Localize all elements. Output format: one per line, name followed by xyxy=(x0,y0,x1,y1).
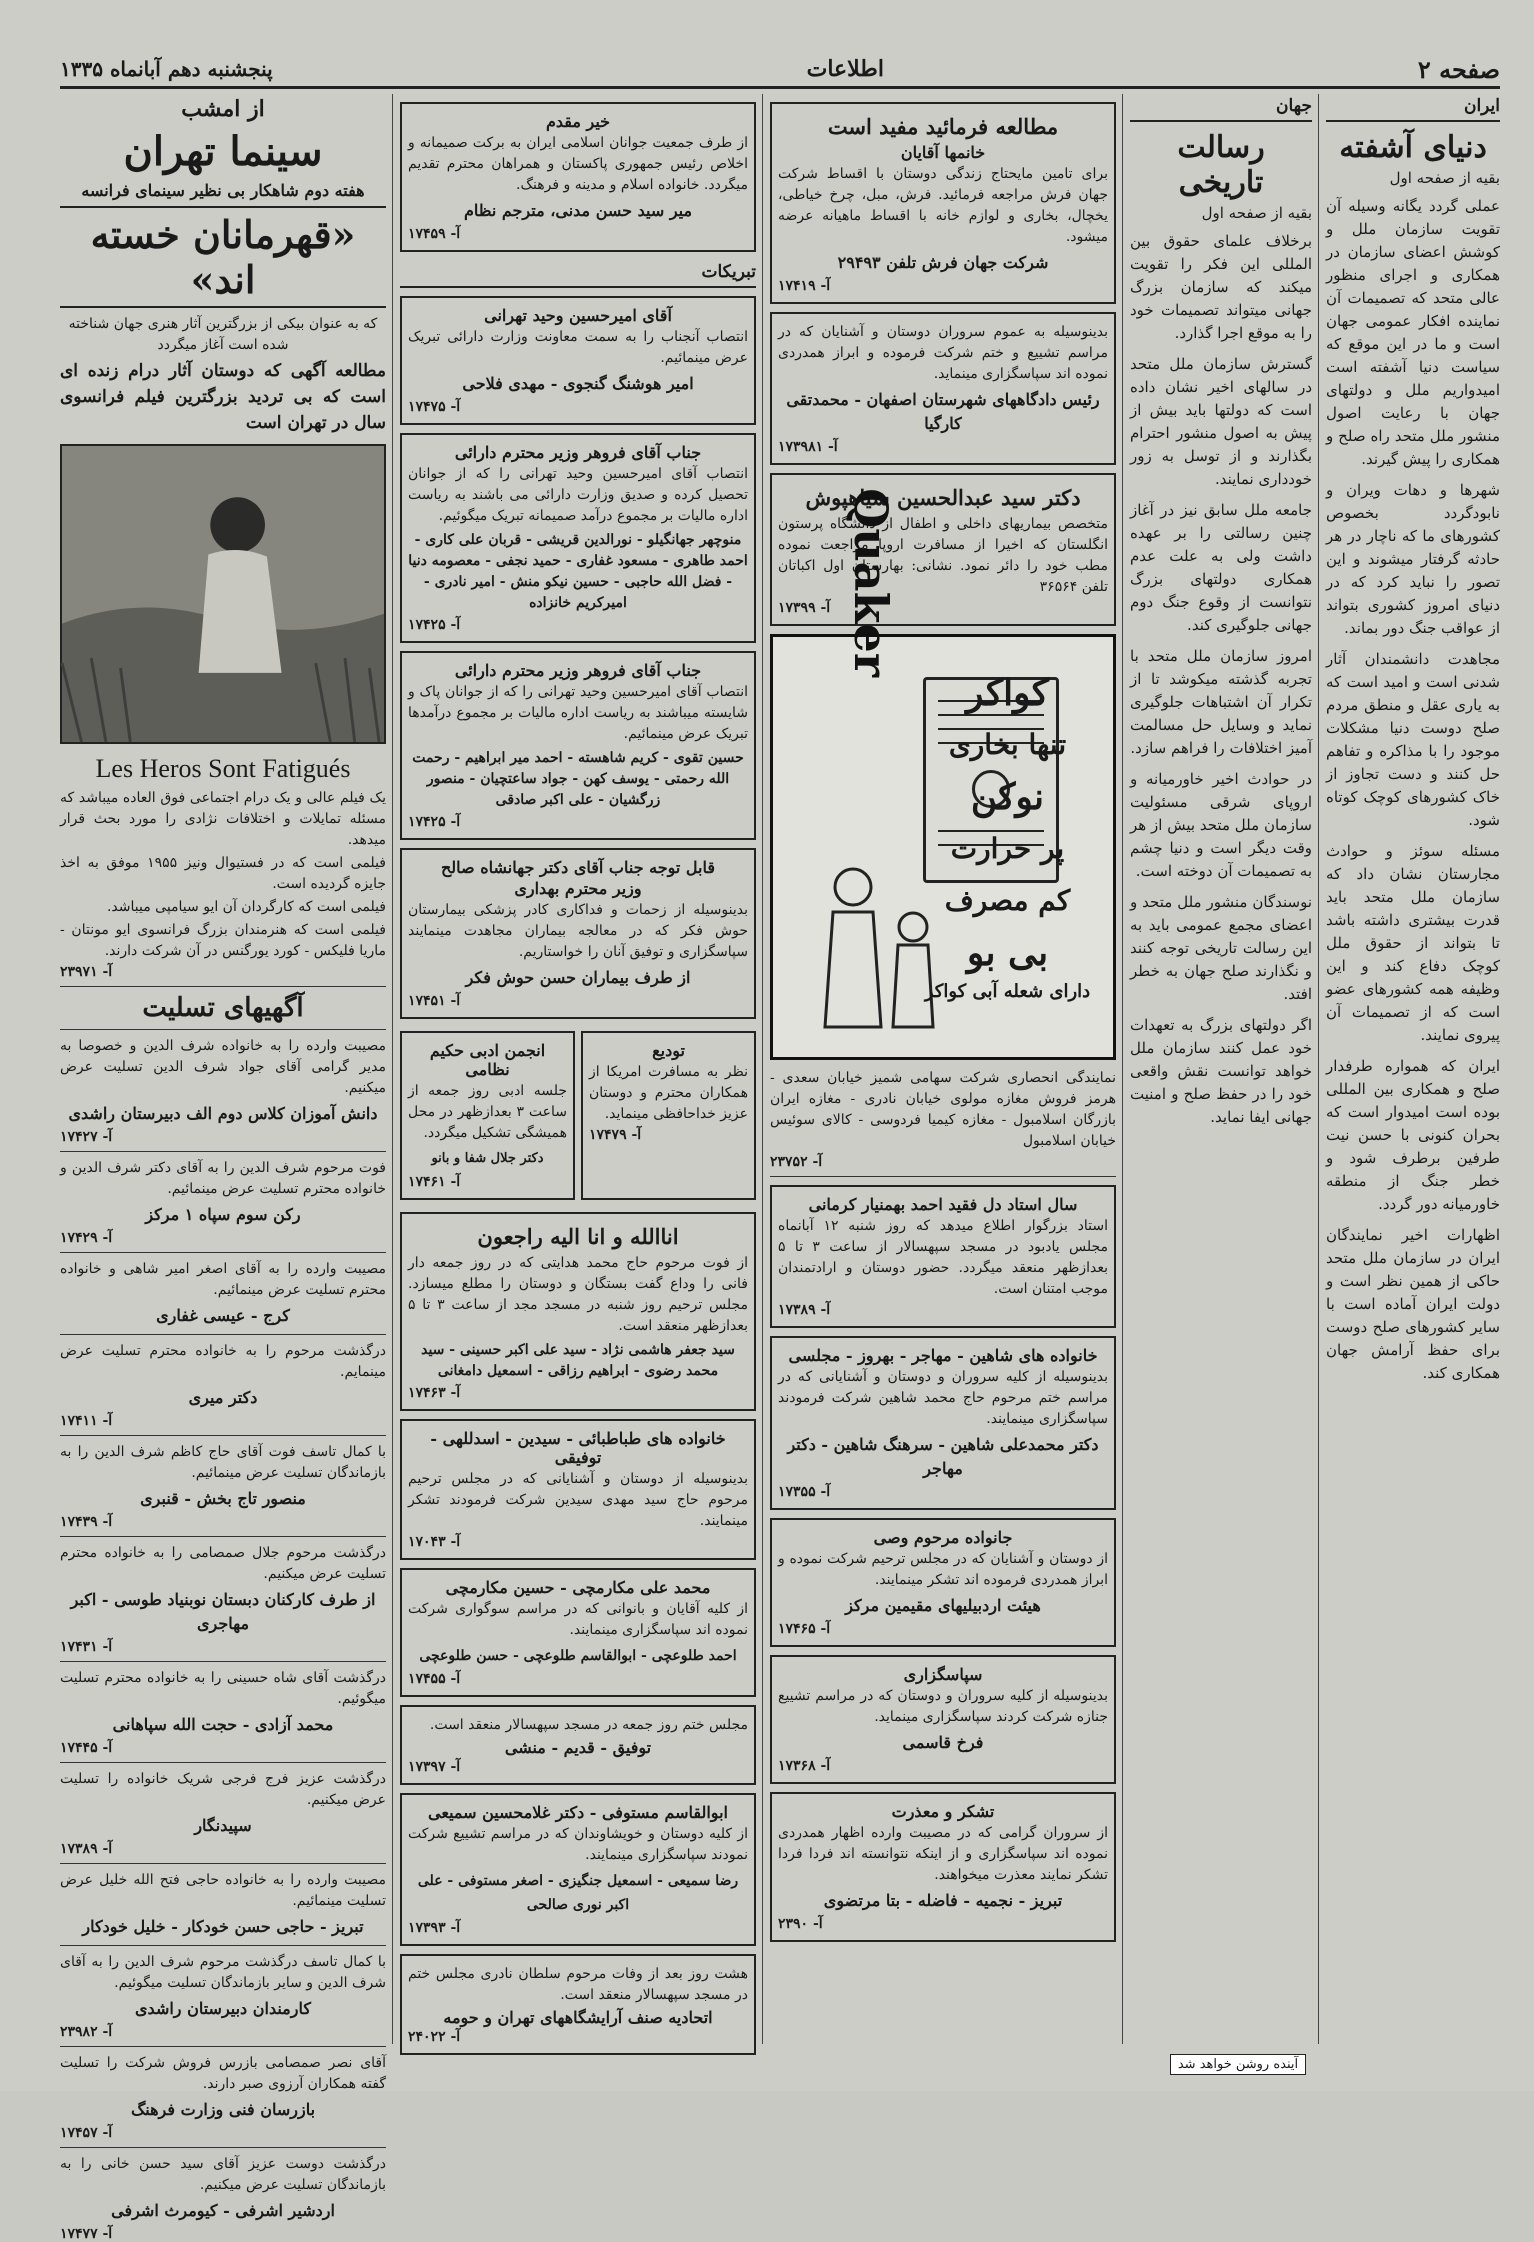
condolence-text: مصیبت وارده را به آقای اصغر امیر شاهی و خانواده محترم تسلیت عرض مینمائیم. xyxy=(60,1261,386,1298)
article-paragraph: شهرها و دهات ویران و نابودگردد بخصوص کشورهای ما که ناچار در هر حادثه گرفتار میشوند و این تصور را نباید کرد که در دنیای امروز کشوری بتواند از عواقب جنگ دور بماند. xyxy=(1326,481,1500,637)
congrats-item xyxy=(400,651,756,840)
welcome-text: از طرف جمعیت جوانان اسلامی ایران به برکت صمیمانه و اخلاص رئیس جمهوری پاکستان و همراهان محترم تقدیم میگردد. خانواده اسلام و مدینه و فرهنگ. xyxy=(408,135,748,193)
farewell-notice xyxy=(581,1031,756,1200)
family-title: تشکر و معذرت xyxy=(891,1802,995,1821)
section-tag-iran: ایران xyxy=(1326,94,1500,122)
farewell-code: آ- ۱۷۴۷۹ xyxy=(589,1127,642,1143)
article-byline: بقیه از صفحه اول xyxy=(1389,169,1500,187)
condolence-code: آ- ۱۷۳۸۹ xyxy=(60,1841,113,1857)
condolence-item xyxy=(60,1668,386,1756)
cinema-code: آ- ۲۳۹۷۱ xyxy=(60,964,113,980)
section-tag-congrats: تبریکات xyxy=(400,260,756,288)
film-note: یک فیلم عالی و یک درام اجتماعی فوق العاده میباشد که مسئله تمایلات و اختلافات نژادی را مورد بحث قرار میدهد. xyxy=(60,790,386,848)
article-paragraph: ایران که همواره طرفدار صلح و همکاری بین المللی بوده است امیدوار است که بحران کنونی با حسن نیت طرفین برطرف شود و خطر جنگ از منطقه خاورمیانه دور گردد. xyxy=(1326,1057,1500,1213)
film-french-title: Les Heros Sont Fatigués xyxy=(95,754,351,783)
congrats-code: آ- ۱۷۴۲۵ xyxy=(408,814,461,830)
doctor-name: دکتر سید عبدالحسین سیاهپوش xyxy=(805,485,1081,510)
congrats-code: آ- ۱۷۴۵۱ xyxy=(408,993,461,1009)
article-paragraph: گسترش سازمان ملل متحد در سالهای اخیر نشان داده است که دولتها باید بیش از پیش به اصول منشور احترام بگذارند و از توسل به زور خودداری نمایند. xyxy=(1130,355,1312,488)
column-rule xyxy=(392,94,393,2044)
condolence-names: بازرسان فنی وزارت فرهنگ xyxy=(130,2100,316,2119)
quaker-line: پر حرارت xyxy=(950,832,1065,865)
condolence-text: مصیبت وارده را به خانواده حاجی فتح الله خلیل عرض تسلیت مینمائیم. xyxy=(60,1872,386,1909)
film-title: «قهرمانان خسته اند» xyxy=(60,206,386,308)
quaker-code: آ- ۲۳۷۵۲ xyxy=(770,1154,823,1170)
notice-title: ابوالقاسم مستوفی - دکتر غلامحسین سمیعی xyxy=(428,1803,728,1822)
family-notice xyxy=(400,1793,756,1946)
condolence-text: آقای نصر صمصامی بازرس فروش شرکت را تسلیت گفته همکاران آرزوی صبر دارند. xyxy=(60,2055,386,2092)
quaker-line: کواکر xyxy=(966,672,1049,714)
congrats-title: قابل توجه جناب آقای دکتر جهانشاه صالح xyxy=(440,858,716,877)
notice-code: آ- ۱۷۰۴۳ xyxy=(408,1534,461,1550)
congrats-item xyxy=(400,848,756,1019)
condolence-code: آ- ۱۷۴۳۹ xyxy=(60,1514,113,1530)
condolence-names: کرج - عیسی غفاری xyxy=(156,1306,290,1325)
notice-family xyxy=(770,1792,1116,1942)
ad-jahan-farsh xyxy=(770,102,1116,304)
condolence-names: دانش آموزان کلاس دوم الف دبیرستان راشدی xyxy=(68,1104,378,1123)
family-code: آ- ۱۷۳۵۵ xyxy=(778,1484,831,1500)
welcome-names: میر سید حسن مدنی، مترجم نظام xyxy=(463,201,693,220)
ad-doctor xyxy=(770,473,1116,626)
ad-text: برای تامین مایحتاج زندگی دوستان با اقساط شرکت جهان فرش مراجعه فرمائید. فرش، مبل، چرخ خیاطی، یخچال، بخاری و لوازم خانه با اقساط ماهیانه عرضه میشود. xyxy=(778,166,1108,245)
article-headline: دنیای آشفته xyxy=(1339,130,1487,165)
quaker-line: بی بو xyxy=(966,932,1049,974)
family-code: آ- ۲۳۹۰ xyxy=(778,1916,823,1932)
condolence-code: آ- ۱۷۴۴۵ xyxy=(60,1740,113,1756)
film-intro: که به عنوان بیکی از بزرگترین آثار هنری جهان شناخته شده است آغاز میگردد xyxy=(68,316,378,353)
condolence-text: با کمال تاسف درگذشت مرحوم شرف الدین را به آقای شرف الدین و سایر بازماندگان تسلیت میگوئیم. xyxy=(60,1954,386,1991)
condolence-item xyxy=(60,1036,386,1145)
notice-signature: رئیس دادگاههای شهرستان اصفهان - محمدتقی کارگیا xyxy=(786,390,1100,433)
column-rule xyxy=(1318,94,1319,2044)
notice-text: بدینوسیله از دوستان و آشنایانی که در مجلس ترحیم مرحوم حاج سید مهدی سیدین شرکت فرمودند تشکر مینمایند. xyxy=(408,1471,748,1529)
notice-names: رضا سمیعی - اسمعیل جنگیزی - اصغر مستوفی - علی اکبر نوری صالحی xyxy=(417,1873,739,1913)
notice-text: بدینوسیله به عموم سروران دوستان و آشنایان که در مراسم تشییع و ختم شرکت فرموده و ابراز همدردی نموده اند سپاسگزاری مینماید. xyxy=(778,324,1108,382)
condolence-item xyxy=(60,2053,386,2141)
notice-pair xyxy=(400,1027,756,1204)
family-text: بدینوسیله از کلیه سروران و دوستان که در مراسم تشییع جنازه شرکت کردند سپاسگزاری مینماید. xyxy=(778,1688,1108,1725)
notice-title: توفیق - قدیم - منشی xyxy=(504,1738,652,1757)
notice-title: محمد علی مکارمچی - حسین مکارمچی xyxy=(445,1578,711,1597)
film-promo: مطالعه آگهی که دوستان آثار درام زنده ای است که بی تردید بزرگترین فیلم فرانسوی سال در تهران است xyxy=(60,361,386,433)
mourning-names: سید جعفر هاشمی نژاد - سید علی اکبر حسینی - سید محمد رضوی - ابراهیم رزاقی - اسمعیل دامغانی xyxy=(421,1342,735,1379)
notice-text: از کلیه آقایان و بانوانی که در مراسم سوگواری شرکت نموده اند سپاسگزاری مینمایند. xyxy=(408,1601,748,1638)
family-notice xyxy=(400,1705,756,1785)
notice-anniversary xyxy=(770,1185,1116,1328)
condolence-code: آ- ۱۷۴۳۱ xyxy=(60,1639,113,1655)
article-paragraph: در حوادث اخیر خاورمیانه و اروپای شرقی مسئولیت سازمان ملل متحد بیش از هر وقت دیگر است و دنیا چشم به تصمیمات آن دوخته است. xyxy=(1130,770,1312,880)
notice-text: مجلس ختم روز جمعه در مسجد سپهسالار منعقد است. xyxy=(429,1717,748,1733)
page-number: صفحه ۲ xyxy=(1417,54,1500,84)
quaker-slogan xyxy=(920,667,1095,1005)
family-names: هیئت اردبیلیهای مقیمین مرکز xyxy=(845,1596,1041,1615)
column-congrats xyxy=(396,94,760,2044)
family-text: بدینوسیله از کلیه سروران و دوستان و آشنایانی که در مراسم ختم مرحوم حاج محمد شاهین شرکت فرمودند سپاسگزاری مینمایند. xyxy=(778,1369,1108,1427)
family-notice xyxy=(400,1954,756,2055)
congrats-names: حسین تقوی - کریم شاهسته - احمد میر ابراهیم - رحمت الله رحمتی - یوسف کهن - جواد ساعتچیان - منصور زرگشیان - علی اکبر صادقی xyxy=(412,750,744,808)
condolence-text: درگذشت مرحوم را به خانواده محترم تسلیت عرض مینمایم. xyxy=(60,1343,386,1380)
family-code: آ- ۱۷۳۶۸ xyxy=(778,1758,831,1774)
section-tag-world: جهان xyxy=(1130,94,1312,122)
quaker-brand-text: Quaker xyxy=(844,488,898,677)
actress-image xyxy=(62,446,384,742)
condolence-code: آ- ۱۷۴۲۹ xyxy=(60,1230,113,1246)
condolence-names: منصور تاج بخش - قنبری xyxy=(140,1489,306,1508)
film-photo xyxy=(60,444,386,744)
condolence-names: رکن سوم سپاه ۱ مرکز xyxy=(145,1205,301,1224)
anniversary-title: سال استاد دل فقید احمد بهمنیار کرمانی xyxy=(808,1195,1078,1214)
congrats-text: انتصاب آقای امیرحسین وحید تهرانی را که از جوانان پاک و شایسته میباشند به ریاست اداره مالیات بر مجموع درآمدها تبریک عرض مینمائیم. xyxy=(408,684,748,742)
condolence-text: درگذشت آقای شاه حسینی را به خانواده محترم تسلیت میگوئیم. xyxy=(60,1670,386,1707)
condolence-text: درگذشت دوست عزیز آقای سید حسن خانی را به بازماندگان تسلیت عرض میکنیم. xyxy=(60,2156,386,2193)
film-note: فیلمی است که کارگردان آن ایو سیامپی میباشد. xyxy=(106,899,386,915)
doctor-code: آ- ۱۷۳۹۹ xyxy=(778,600,831,616)
notice-kargia xyxy=(770,312,1116,465)
notice-names: احمد طلوعچی - ابوالقاسم طلوعچی - حسن طلوعچی xyxy=(419,1648,737,1664)
issue-date: پنجشنبه دهم آبانماه ۱۳۳۵ xyxy=(60,57,273,81)
notice-code: آ- ۱۷۴۵۵ xyxy=(408,1671,461,1687)
society-title: انجمن ادبی حکیم نظامی xyxy=(429,1041,546,1079)
article-paragraph: امروز سازمان ملل متحد با تجربه گذشته میکوشد تا از تکرار آن اشتباهات جلوگیری نماید و وسایل حل مسالمت آمیز اختلافات را فراهم سازد. xyxy=(1130,647,1312,757)
congrats-title: آقای امیرحسین وحید تهرانی xyxy=(484,306,672,325)
family-names: تبریز - نجمیه - فاضله - بتا مرتضوی xyxy=(823,1891,1063,1910)
family-names: دکتر محمدعلی شاهین - سرهنگ شاهین - دکتر مهاجر xyxy=(787,1435,1099,1478)
condolence-text: مصیبت وارده را به خانواده شرف الدین و خصوصا به مدیر گرامی آقای جواد شرف الدین تسلیت عرض میکنیم. xyxy=(60,1038,386,1096)
congrats-text: انتصاب آنجناب را به سمت معاونت وزارت دارائی تبریک عرض مینمائیم. xyxy=(408,329,748,366)
quaker-line: دارای شعله آبی کواکر xyxy=(924,981,1091,1002)
column-rule xyxy=(762,94,763,2044)
cinema-week: هفته دوم شاهکار بی نظیر سینمای فرانسه xyxy=(81,181,365,200)
condolence-names: سپیدنگار xyxy=(194,1816,252,1835)
society-names: دکتر جلال شفا و بانو xyxy=(431,1151,544,1166)
condolence-item xyxy=(60,1341,386,1429)
notice-family xyxy=(770,1336,1116,1510)
family-title: سپاسگزاری xyxy=(903,1665,983,1684)
newspaper-name: اطلاعات xyxy=(806,56,884,82)
condolence-code: آ- ۱۷۴۱۱ xyxy=(60,1413,113,1429)
notice-text: از کلیه دوستان و خویشاوندان که در مراسم تشییع شرکت نمودند سپاسگزاری مینمایند. xyxy=(408,1826,748,1863)
mourning-text: از فوت مرحوم حاج محمد هدایتی که در روز جمعه دار فانی را وداع گفت بستگان و دوستان را مطلع میسازد. مجلس ترحیم روز شنبه در مسجد مجد از ساعت ۳ تا ۵ بعدازظهر منعقد است. xyxy=(408,1255,749,1334)
column-world xyxy=(1126,94,1316,2044)
family-notice xyxy=(400,1568,756,1697)
condolence-text: فوت مرحوم شرف الدین را به آقای دکتر شرف الدین و خانواده محترم تسلیت عرض مینمائیم. xyxy=(60,1160,386,1197)
family-text: از دوستان و آشنایان که در مجلس ترحیم شرکت نموده و ابراز همدردی فرموده اند تشکر مینمایند. xyxy=(778,1551,1108,1588)
article-paragraph: نوسندگان منشور ملل متحد و اعضای مجمع عمومی باید به این رسالت تاریخی توجه کنند و نگذارند صلح جهان به خطر افتد. xyxy=(1130,893,1312,1003)
condolence-text: درگذشت مرحوم جلال صمصامی را به خانواده محترم تسلیت عرض میکنیم. xyxy=(60,1545,386,1582)
condolence-names: اردشیر اشرفی - کیومرث اشرفی xyxy=(111,2201,335,2220)
cinema-tonight: از امشب xyxy=(181,96,265,122)
ad-signature: شرکت جهان فرش تلفن ۲۹۴۹۳ xyxy=(837,253,1049,272)
society-notice xyxy=(400,1031,575,1200)
condolence-item xyxy=(60,1952,386,2040)
condolence-names: محمد آزادی - حجت الله سپاهانی xyxy=(112,1715,334,1734)
quaker-line: تنها بخاری xyxy=(948,728,1067,761)
notice-text: هشت روز بعد از وفات مرحوم سلطان نادری مجلس ختم در مسجد سپهسالار منعقد است. xyxy=(408,1966,748,2003)
article-byline: بقیه از صفحه اول xyxy=(1201,204,1312,222)
condolence-names: از طرف کارکنان دبستان نوبنیاد طوسی - اکبر مهاجری xyxy=(70,1590,376,1633)
article-paragraph: مجاهدت دانشمندان آثار شدنی است و امید است که به یاری عقل و منطق مردم صلح دوست دنیا مشکلات موجود را با مذاکره و تفاهم حل کنند و دست تجاوز از خاک کشورهای کوچک کوتاه شود. xyxy=(1326,650,1500,829)
notice-code: آ- ۲۴۰۲۲ xyxy=(408,2029,461,2045)
family-names: فرخ قاسمی xyxy=(902,1733,984,1752)
condolence-code: آ- ۲۳۹۸۲ xyxy=(60,2024,113,2040)
doctor-text: متخصص بیماریهای داخلی و اطفال از دانشگاه پرستون انگلستان که اخیرا از مسافرت اروپا مراجعت نموده مطب خود را دائر نمود. نشانی: بهارستان اول اکباتان تلفن ۳۶۵۶۴ xyxy=(778,516,1108,595)
cinema-name: سینما تهران xyxy=(123,128,323,175)
notice-code: آ- ۱۷۳۹۷ xyxy=(408,1759,461,1775)
article-paragraph: برخلاف علمای حقوق بین المللی این فکر را تقویت میکند که سازمان بزرگ جهانی میتواند تصمیمات خود را به موقع اجرا گذارد. xyxy=(1130,232,1312,342)
family-title: خانواده های شاهین - مهاجر - بهروز - مجلسی xyxy=(788,1346,1098,1365)
condolence-names: کارمندان دبیرستان راشدی xyxy=(135,1999,311,2018)
column-iran xyxy=(1322,94,1504,2044)
column-ads-center xyxy=(766,94,1120,2044)
condolence-code: آ- ۱۷۴۲۷ xyxy=(60,1129,113,1145)
family-code: آ- ۱۷۴۶۵ xyxy=(778,1621,831,1637)
condolence-code: آ- ۱۷۴۷۷ xyxy=(60,2226,113,2242)
congrats-text: بدینوسیله از زحمات و فداکاری کادر پزشکی بیمارستان حوش فکر که در معالجه بیماران مجاهدت مینمایند سپاسگزاری و توفیق آنان را خواستاریم. xyxy=(408,902,748,960)
article-paragraph: اظهارات اخیر نمایندگان ایران در سازمان ملل متحد حاکی از همین نظر است و دولت ایران آماده است با سایر کشورهای صلح دوست برای حفظ آرامش جهان همکاری کند. xyxy=(1326,1226,1500,1382)
congrats-title: جناب آقای فروهر وزیر محترم دارائی xyxy=(454,661,702,680)
continuation-note: آینده روشن خواهد شد xyxy=(1170,2054,1306,2075)
anniversary-code: آ- ۱۷۳۸۹ xyxy=(778,1302,831,1318)
quaker-line: نوکن xyxy=(970,776,1045,818)
congrats-subtitle: وزیر محترم بهداری xyxy=(514,879,642,898)
quaker-dealers: نمایندگی انحصاری شرکت سهامی شمیز خیابان سعدی - هرمز فروش مغازه مولوی خیابان نادری - مغازه ایران بازرگان اسلامبول - مغازه کیمیا فردوسی - کالای سوئیس خیابان اسلامبول xyxy=(770,1070,1116,1149)
quaker-line: کم مصرف xyxy=(944,884,1071,917)
condolence-item xyxy=(60,1442,386,1530)
notice-code: آ- ۱۷۳۹۳ xyxy=(408,1920,461,1936)
society-code: آ- ۱۷۴۶۱ xyxy=(408,1174,461,1190)
condolence-text: درگذشت عزیز فرج فرجی شریک خانواده را تسلیت عرض میکنیم. xyxy=(60,1771,386,1808)
notice-title: خانواده های طباطبائی - سیدین - اسدللهی - توفیقی xyxy=(430,1429,726,1467)
family-title: جانواده مرحوم وصی xyxy=(873,1528,1013,1547)
welcome-code: آ- ۱۷۴۵۹ xyxy=(408,226,461,242)
article-headline: رسالت تاریخی xyxy=(1177,130,1265,200)
notice-family xyxy=(770,1518,1116,1647)
film-note: فیلمی است که هنرمندان بزرگ فرانسوی ایو مونتان - ماریا فلیکس - کورد یورگنس در آن شرکت دارند. xyxy=(60,922,386,959)
notice-code: آ- ۱۷۳۹۸۱ xyxy=(778,439,838,455)
farewell-text: نظر به مسافرت امریکا از همکاران محترم و دوستان عزیز خداحافظی مینماید. xyxy=(589,1064,748,1122)
notice-title: اتحادیه صنف آرایشگاههای تهران و حومه xyxy=(443,2008,713,2027)
congrats-code: آ- ۱۷۴۲۵ xyxy=(408,617,461,633)
congrats-item xyxy=(400,433,756,643)
condolence-text: با کمال تاسف فوت آقای حاج کاظم شرف الدین را به بازماندگان تسلیت عرض مینمائیم. xyxy=(60,1444,386,1481)
welcome-title: خیر مقدم xyxy=(545,112,611,131)
condolence-item xyxy=(60,1870,386,1939)
column-cinema xyxy=(56,94,390,2242)
article-paragraph: عملی گردد یگانه وسیله آن تقویت سازمان ملل و کوشش اعضای سازمان در همکاری و اجرای منظور عالی متحد که تصمیمات آن نماینده افکار عمومی جهان است و ما در این موقع که سیاست دنیا آشفته است امیدواریم ملل و دولتهای جهان با رعایت اصول منشور ملل متحد راه صلح و همکاری را پیش گیرند. xyxy=(1326,197,1500,468)
column-rule xyxy=(1122,94,1123,2044)
condolence-item xyxy=(60,1158,386,1246)
ad-subtitle: خانمها آقایان xyxy=(900,143,986,162)
ad-title: مطالعه فرمائید مفید است xyxy=(827,114,1059,139)
family-notice xyxy=(400,1419,756,1560)
condolence-item xyxy=(60,1543,386,1655)
mourning-notice xyxy=(400,1212,756,1411)
article-paragraph: مسئله سوئز و حوادث مجارستان نشان داد که سازمان ملل متحد باید قدرت بیشتری داشته باشد تا بتواند از حقوق ملل کوچک دفاع کند و این وظیفه همه کشورهای عضو است که از تصمیمات آن پیروی نمایند. xyxy=(1326,842,1500,1044)
mourning-title: اناالله و انا الیه راجعون xyxy=(477,1224,679,1249)
condolence-item xyxy=(60,1769,386,1857)
article-paragraph: جامعه ملل سابق نیز در آغاز چنین رسالتی را بر عهده داشت ولی به علت عدم همکاری دولتهای بزرگ نتوانست از وقوع جنگ دوم جهانی جلوگیری کند. xyxy=(1130,501,1312,634)
congrats-item xyxy=(400,296,756,425)
congrats-title: جناب آقای فروهر وزیر محترم دارائی xyxy=(454,443,702,462)
welcome-notice xyxy=(400,102,756,252)
society-text: جلسه ادبی روز جمعه از ساعت ۳ بعدازظهر در محل همیشگی تشکیل میگردد. xyxy=(408,1083,567,1141)
condolence-names: تبریز - حاجی حسن خودکار - خلیل خودکار xyxy=(82,1917,364,1936)
condolence-item xyxy=(60,1259,386,1328)
mourning-code: آ- ۱۷۴۶۳ xyxy=(408,1385,461,1401)
condolence-heading: آگهیهای تسلیت xyxy=(142,993,304,1023)
anniversary-text: استاد بزرگوار اطلاع میدهد که روز شنبه ۱۲ آبانماه مجلس یادبود در مسجد سپهسالار از ساعت ۳ تا ۵ بعدازظهر منعقد میگردد. حضور دوستان و ارادتمندان موجب امتنان است. xyxy=(778,1218,1108,1297)
farewell-title: تودیع xyxy=(652,1041,685,1060)
film-note: فیلمی است که در فستیوال ونیز ۱۹۵۵ موفق به اخذ جایزه گردیده است. xyxy=(60,855,386,892)
congrats-names: از طرف بیماران حسن حوش فکر xyxy=(465,968,691,987)
notice-family xyxy=(770,1655,1116,1784)
congrats-names: امیر هوشنگ گنجوی - مهدی فلاحی xyxy=(462,374,694,393)
condolence-code: آ- ۱۷۴۵۷ xyxy=(60,2125,113,2141)
congrats-text: انتصاب آقای امیرحسین وحید تهرانی را که از جوانان تحصیل کرده و صدیق وزارت دارائی می باشند به ریاست اداره مالیات بر مجموع درآمد صمیمانه تبریک میگوئیم. xyxy=(408,466,748,524)
ad-code: آ- ۱۷۴۱۹ xyxy=(778,278,831,294)
article-paragraph: اگر دولتهای بزرگ به تعهدات خود عمل کنند سازمان ملل خواهد توانست نقش واقعی خود را در حفظ صلح و امنیت جهانی ایفا نماید. xyxy=(1130,1016,1312,1126)
condolence-names: دکتر میری xyxy=(188,1388,258,1407)
masthead xyxy=(60,52,1500,89)
congrats-names: منوچهر جهانگیلو - نورالدین قریشی - قربان علی کاری - احمد طاهری - مسعود غفاری - حمید نجفی - معصومه دنیا - فضل الله حاجبی - حسین نیکو منش - امیر نادری - امیرکریم خانزاده xyxy=(408,532,748,611)
condolence-item xyxy=(60,2154,386,2242)
congrats-code: آ- ۱۷۴۷۵ xyxy=(408,399,461,415)
family-text: از سروران گرامی که در مصیبت وارده اظهار همدردی نموده اند سپاسگزاری و از اینکه نتوانسته اند فردا فردا تشکر نمایند معذرت میخواهند. xyxy=(778,1825,1108,1883)
